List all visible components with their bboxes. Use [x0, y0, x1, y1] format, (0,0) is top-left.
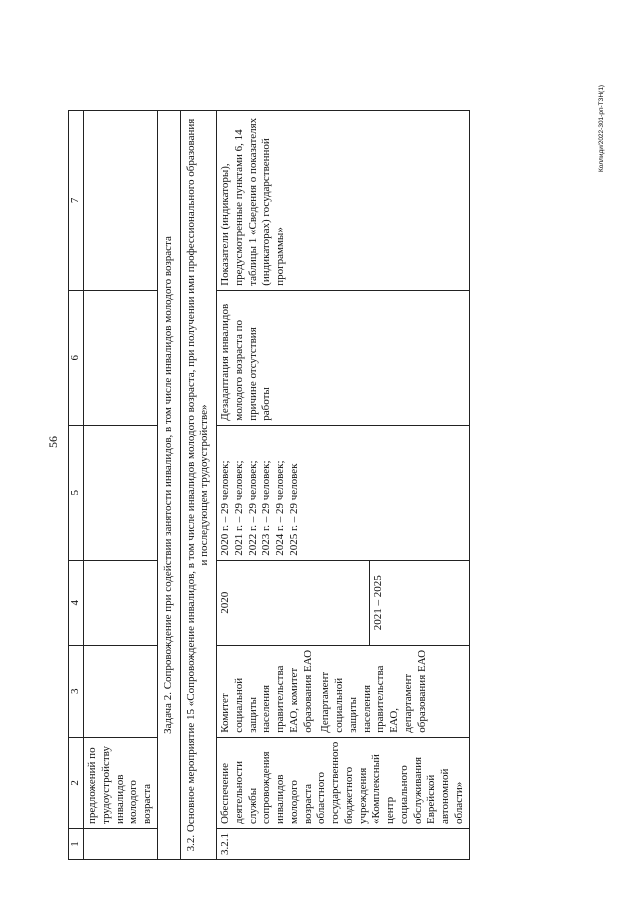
col-header-4: 4	[69, 560, 84, 645]
program-table	[68, 110, 470, 860]
row-number: 3.2.1	[217, 829, 470, 860]
cont-cell-7	[84, 111, 158, 291]
continuation-row	[84, 111, 158, 860]
column-number-row	[69, 111, 84, 860]
volume-2022: 2022 г. – 29 человек;	[246, 460, 259, 556]
measure-header-row	[180, 111, 217, 860]
col-header-6: 6	[69, 290, 84, 425]
periods	[217, 560, 470, 645]
document-code: Коллиди/2022-301-рп-ТЗН(1)	[598, 84, 605, 172]
task-header-row	[157, 111, 180, 860]
executor-1: Комитет социальной защиты населения правительства ЕАО, комитет образования ЕАО	[219, 649, 314, 733]
col-header-3: 3	[69, 645, 84, 737]
cont-cell-5	[84, 425, 158, 560]
volumes	[217, 425, 470, 560]
col-header-2: 2	[69, 737, 84, 828]
volume-2024: 2024 г. – 29 человек;	[274, 460, 286, 556]
rotated-table-wrapper	[68, 110, 618, 860]
period-2: 2021 – 2025	[369, 561, 388, 645]
cont-cell-1	[84, 829, 158, 860]
volume-2023: 2023 г. – 29 человек;	[260, 460, 273, 556]
page-number: 56	[46, 436, 60, 448]
table-row	[217, 111, 470, 860]
period-1: 2020	[219, 591, 231, 614]
col-header-1: 1	[69, 829, 84, 860]
col-header-7: 7	[69, 111, 84, 291]
cont-cell-4	[84, 560, 158, 645]
executors	[217, 645, 470, 737]
cont-cell-6	[84, 290, 158, 425]
volume-2020: 2020 г. – 29 человек;	[219, 460, 231, 556]
col-header-5: 5	[69, 425, 84, 560]
measure-name: Обеспечение деятельности службы сопровождения инвалидов молодого возраста областного государственного бюджетного учреждения «Комплексный центр социального обслуживания Еврейской автономной области»	[217, 737, 470, 828]
indicators: Показатели (индикаторы), предусмотренные пунктами 6, 14 таблицы 1 «Сведения о показателях (индикаторах) государственной программы»	[217, 111, 470, 291]
cont-cell-3	[84, 645, 158, 737]
result-consequence: Дезадаптация инвалидов молодого возраста по причине отсутствия работы	[217, 290, 470, 425]
volume-2025: 2025 г. – 29 человек	[287, 463, 300, 556]
cont-cell-2: предложений по трудоустройству инвалидов молодого возраста	[84, 737, 158, 828]
task-header: Задача 2. Сопровождение при содействии занятости инвалидов, в том числе инвалидов молодого возраста	[157, 111, 180, 860]
measure-header: 3.2. Основное мероприятие 15 «Сопровождение инвалидов, в том числе инвалидов молодого возраста, при получении ими профессионального образования и последующем трудоустройстве»	[180, 111, 217, 860]
volume-2021: 2021 г. – 29 человек;	[232, 460, 245, 556]
executor-2: Департамент социальной защиты населения правительства ЕАО, департамент образования ЕАО	[319, 649, 428, 733]
